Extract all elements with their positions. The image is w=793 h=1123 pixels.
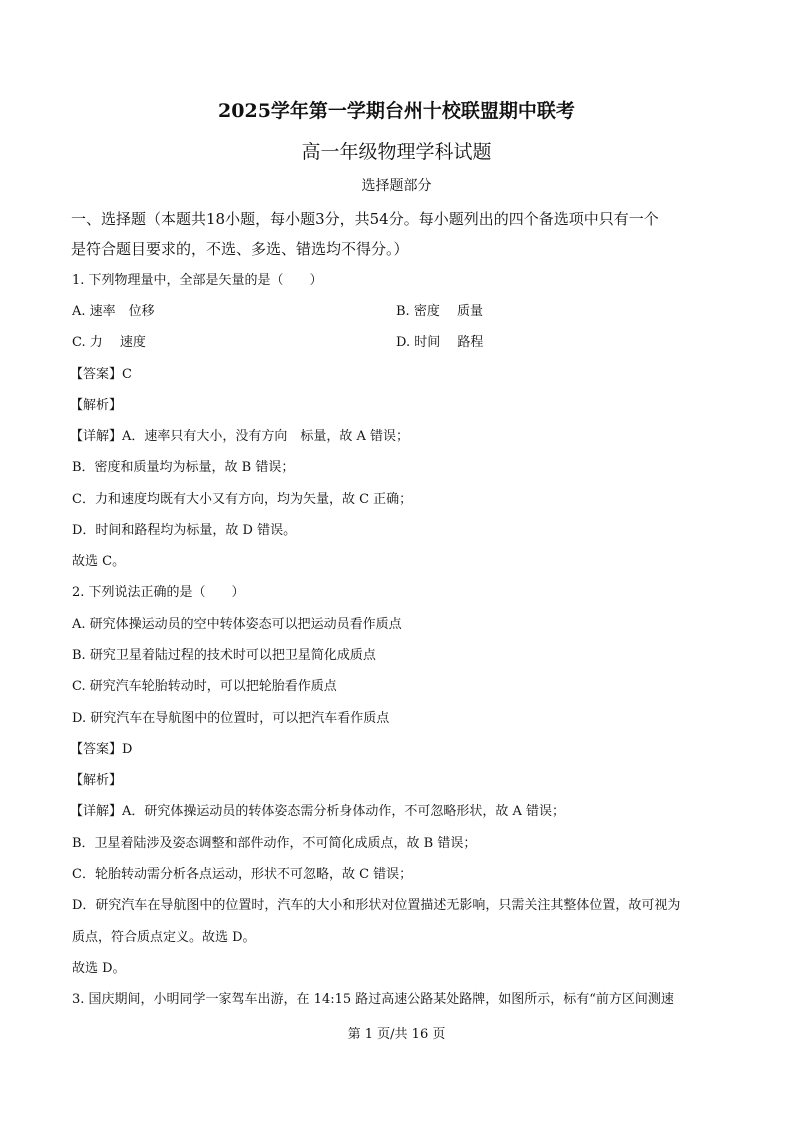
q1-stem: 1. 下列物理量中，全部是矢量的是（ ） <box>72 273 323 288</box>
q2-analysis-label: 【解析】 <box>70 773 123 788</box>
q1-conclusion: 故选 C。 <box>72 554 126 569</box>
q2-detail-4-line-1: D．研究汽车在导航图中的位置时，汽车的大小和形状对位置描述无影响，只需关注其整体位置，故可视为 <box>72 898 681 913</box>
page-number: 第 1 页/共 16 页 <box>347 1027 446 1042</box>
q2-option-d: D. 研究汽车在导航图中的位置时，可以把汽车看作质点 <box>72 711 390 726</box>
q1-detail-3: C．力和速度均既有大小又有方向，均为矢量，故 C 正确； <box>72 492 413 507</box>
q2-option-b: B. 研究卫星着陆过程的技术时可以把卫星简化成质点 <box>72 648 376 663</box>
q1-option-d: D. 时间 路程 <box>396 335 484 350</box>
q2-detail-4-line-2: 质点，符合质点定义。故选 D。 <box>72 930 256 945</box>
exam-subtitle: 高一年级物理学科试题 <box>301 141 492 163</box>
q2-answer: 【答案】D <box>70 742 133 757</box>
q1-option-b: B. 密度 质量 <box>396 304 483 319</box>
q2-detail-1: 【详解】A．研究体操运动员的转体姿态需分析身体动作，不可忽略形状，故 A 错误； <box>70 804 566 819</box>
q3-stem: 3. 国庆期间，小明同学一家驾车出游，在 14:15 路过高速公路某处路牌，如图所示，标有“前方区间测速 <box>72 992 674 1007</box>
q2-conclusion: 故选 D。 <box>72 961 126 976</box>
exam-title: 2025学年第一学期台州十校联盟期中联考 <box>218 100 575 122</box>
q1-answer: 【答案】C <box>70 367 132 382</box>
q1-detail-4: D．时间和路程均为标量，故 D 错误。 <box>72 523 297 538</box>
instructions-line-2: 是符合题目要求的，不选、多选、错选均不得分。） <box>71 240 409 258</box>
q2-stem: 2. 下列说法正确的是（ ） <box>72 585 245 600</box>
q1-detail-2: B．密度和质量均为标量，故 B 错误； <box>72 460 295 475</box>
q1-option-a: A. 速率 位移 <box>72 304 155 319</box>
q1-option-c: C. 力 速度 <box>72 335 146 350</box>
q2-option-a: A. 研究体操运动员的空中转体姿态可以把运动员看作质点 <box>72 617 402 632</box>
q2-detail-3: C．轮胎转动需分析各点运动，形状不可忽略，故 C 错误； <box>72 867 413 882</box>
q2-option-c: C. 研究汽车轮胎转动时，可以把轮胎看作质点 <box>72 679 337 694</box>
q1-analysis-label: 【解析】 <box>70 398 123 413</box>
instructions-line-1: 一、选择题（本题共18小题，每小题3分，共54分。每小题列出的四个备选项中只有一个 <box>71 210 659 228</box>
q1-detail-1: 【详解】A．速率只有大小，没有方向 标量，故 A 错误； <box>70 429 410 444</box>
section-label: 选择题部分 <box>361 178 432 194</box>
q2-detail-2: B．卫星着陆涉及姿态调整和部件动作，不可简化成质点，故 B 错误； <box>72 836 477 851</box>
